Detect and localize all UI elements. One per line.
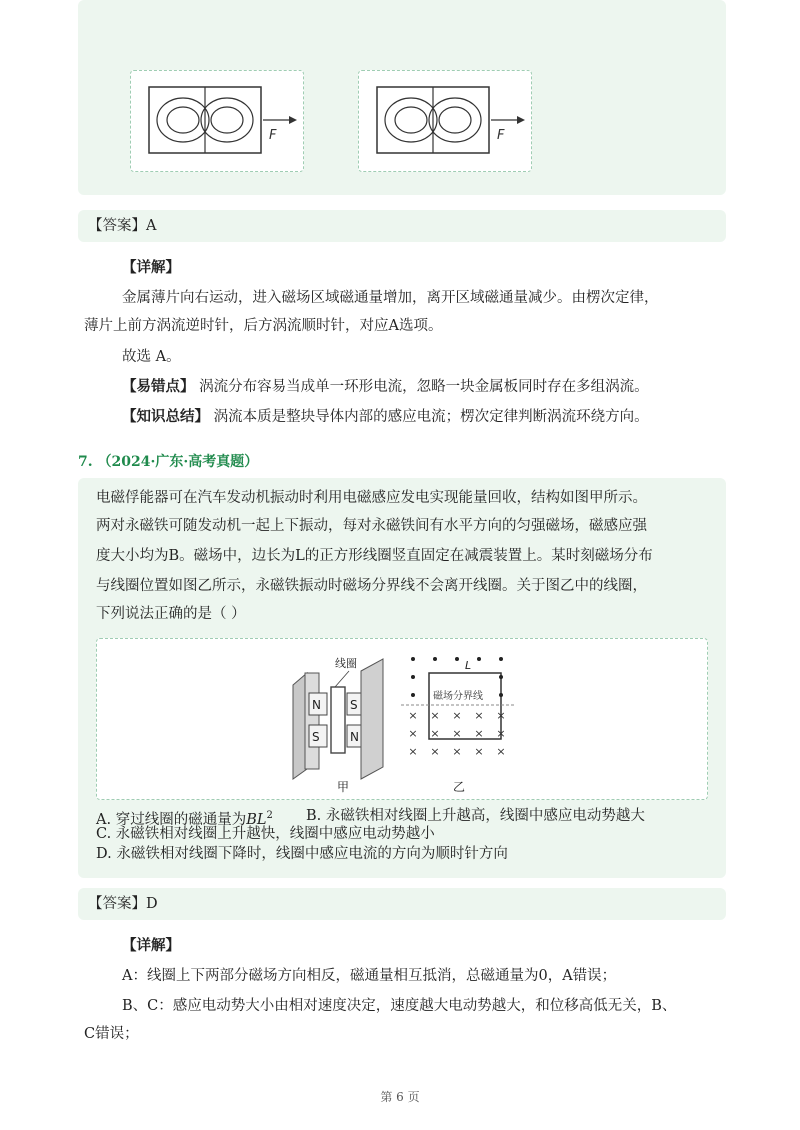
q7-option-c: C. 永磁铁相对线圈上升越快，线圈中感应电动势越小 bbox=[96, 826, 435, 842]
q7-stem-line-2: 两对永磁铁可随发动机一起上下振动，每对永磁铁间有水平方向的匀强磁场，磁感应强 bbox=[96, 518, 647, 534]
answer7-value: D bbox=[146, 896, 158, 912]
question-7-title: 7. （2024·广东·高考真题） bbox=[78, 454, 259, 470]
svg-text:×: × bbox=[496, 709, 506, 722]
detail7-line-2: B、C：感应电动势大小由相对速度决定，速度越大电动势越大，和位移高低无关，B、 bbox=[122, 998, 677, 1014]
svg-text:×: × bbox=[496, 745, 506, 758]
svg-text:×: × bbox=[496, 727, 506, 740]
coil-label: 线圈 bbox=[335, 657, 357, 670]
q7-stem-line-1: 电磁俘能器可在汽车发动机振动时利用电磁感应发电实现能量回收，结构如图甲所示。 bbox=[96, 490, 647, 506]
detail-heading-top: 【详解】 bbox=[122, 259, 180, 276]
svg-text:×: × bbox=[474, 745, 484, 758]
knowledge-summary bbox=[122, 407, 649, 427]
detail7-line-3: C错误； bbox=[84, 1026, 139, 1042]
answer-label: 【答案】 bbox=[88, 218, 146, 234]
answer-bar-q7 bbox=[78, 888, 726, 920]
svg-text:×: × bbox=[430, 745, 440, 758]
svg-text:×: × bbox=[408, 745, 418, 758]
q7-option-b: B. 永磁铁相对线圈上升越高，线圈中感应电动势越大 bbox=[306, 808, 645, 824]
svg-text:×: × bbox=[452, 709, 462, 722]
svg-text:×: × bbox=[408, 709, 418, 722]
svg-text:×: × bbox=[452, 745, 462, 758]
option-figure-c bbox=[130, 70, 304, 172]
q7-option-d: D. 永磁铁相对线圈下降时，线圈中感应电流的方向为顺时针方向 bbox=[96, 846, 508, 862]
svg-text:×: × bbox=[430, 727, 440, 740]
svg-text:×: × bbox=[430, 709, 440, 722]
svg-text:×: × bbox=[474, 727, 484, 740]
answer-value: A bbox=[146, 218, 157, 234]
pole-s-right: S bbox=[350, 698, 358, 712]
answer-bar-top bbox=[78, 210, 726, 242]
mistake-point bbox=[122, 377, 649, 397]
option-a-sup: 2 bbox=[266, 810, 273, 821]
answer7-label: 【答案】 bbox=[88, 896, 146, 912]
eddy-current-figure-c bbox=[131, 71, 303, 171]
answer-label-q7 bbox=[88, 894, 158, 914]
pole-s-left: S bbox=[312, 730, 320, 744]
option-figure-d bbox=[358, 70, 532, 172]
figure-jia bbox=[291, 653, 517, 794]
detail-line-2: 薄片上前方涡流逆时针，后方涡流顺时针，对应A选项。 bbox=[84, 318, 443, 334]
q7-figure-box bbox=[96, 638, 708, 800]
mistake-text: 涡流分布容易当成单一环形电流，忽略一块金属板同时存在多组涡流。 bbox=[199, 379, 649, 395]
eddy-current-figure-d bbox=[359, 71, 531, 171]
force-label-d: F bbox=[497, 128, 505, 143]
force-label-c: F bbox=[269, 128, 277, 143]
side-label-l: L bbox=[465, 659, 472, 672]
pole-n-right: N bbox=[350, 730, 359, 744]
answer-label-top bbox=[88, 216, 156, 236]
detail-heading-q7: 【详解】 bbox=[122, 937, 180, 954]
mistake-label: 【易错点】 bbox=[122, 378, 195, 395]
option-a-math: BL bbox=[246, 811, 267, 828]
q7-stem-line-4: 与线圈位置如图乙所示，永磁铁振动时磁场分界线不会离开线圈。关于图乙中的线圈， bbox=[96, 578, 647, 594]
caption-jia: 甲 bbox=[337, 780, 350, 794]
svg-text:×: × bbox=[474, 709, 484, 722]
q7-stem-line-3: 度大小均为B。磁场中，边长为L的正方形线圈竖直固定在减震装置上。某时刻磁场分布 bbox=[96, 548, 653, 564]
caption-yi: 乙 bbox=[453, 780, 466, 794]
detail-conclusion: 故选 A。 bbox=[122, 349, 181, 365]
boundary-label: 磁场分界线 bbox=[433, 691, 483, 702]
pole-n-left: N bbox=[312, 698, 321, 712]
summary-label: 【知识总结】 bbox=[122, 408, 209, 425]
option-a-text: A. 穿过线圈的磁通量为 bbox=[96, 811, 247, 828]
summary-text: 涡流本质是整块导体内部的感应电流；楞次定律判断涡流环绕方向。 bbox=[213, 409, 649, 425]
svg-text:×: × bbox=[452, 727, 462, 740]
page-number: 第 6 页 bbox=[380, 1090, 420, 1104]
energy-harvester-figure bbox=[97, 639, 707, 799]
q7-stem-line-5: 下列说法正确的是（ ） bbox=[96, 606, 246, 622]
detail7-line-1: A：线圈上下两部分磁场方向相反，磁通量相互抵消，总磁通量为0，A错误； bbox=[122, 968, 617, 984]
svg-text:×: × bbox=[408, 727, 418, 740]
detail-line-1: 金属薄片向右运动，进入磁场区域磁通量增加，离开区域磁通量减少。由楞次定律， bbox=[122, 290, 659, 306]
